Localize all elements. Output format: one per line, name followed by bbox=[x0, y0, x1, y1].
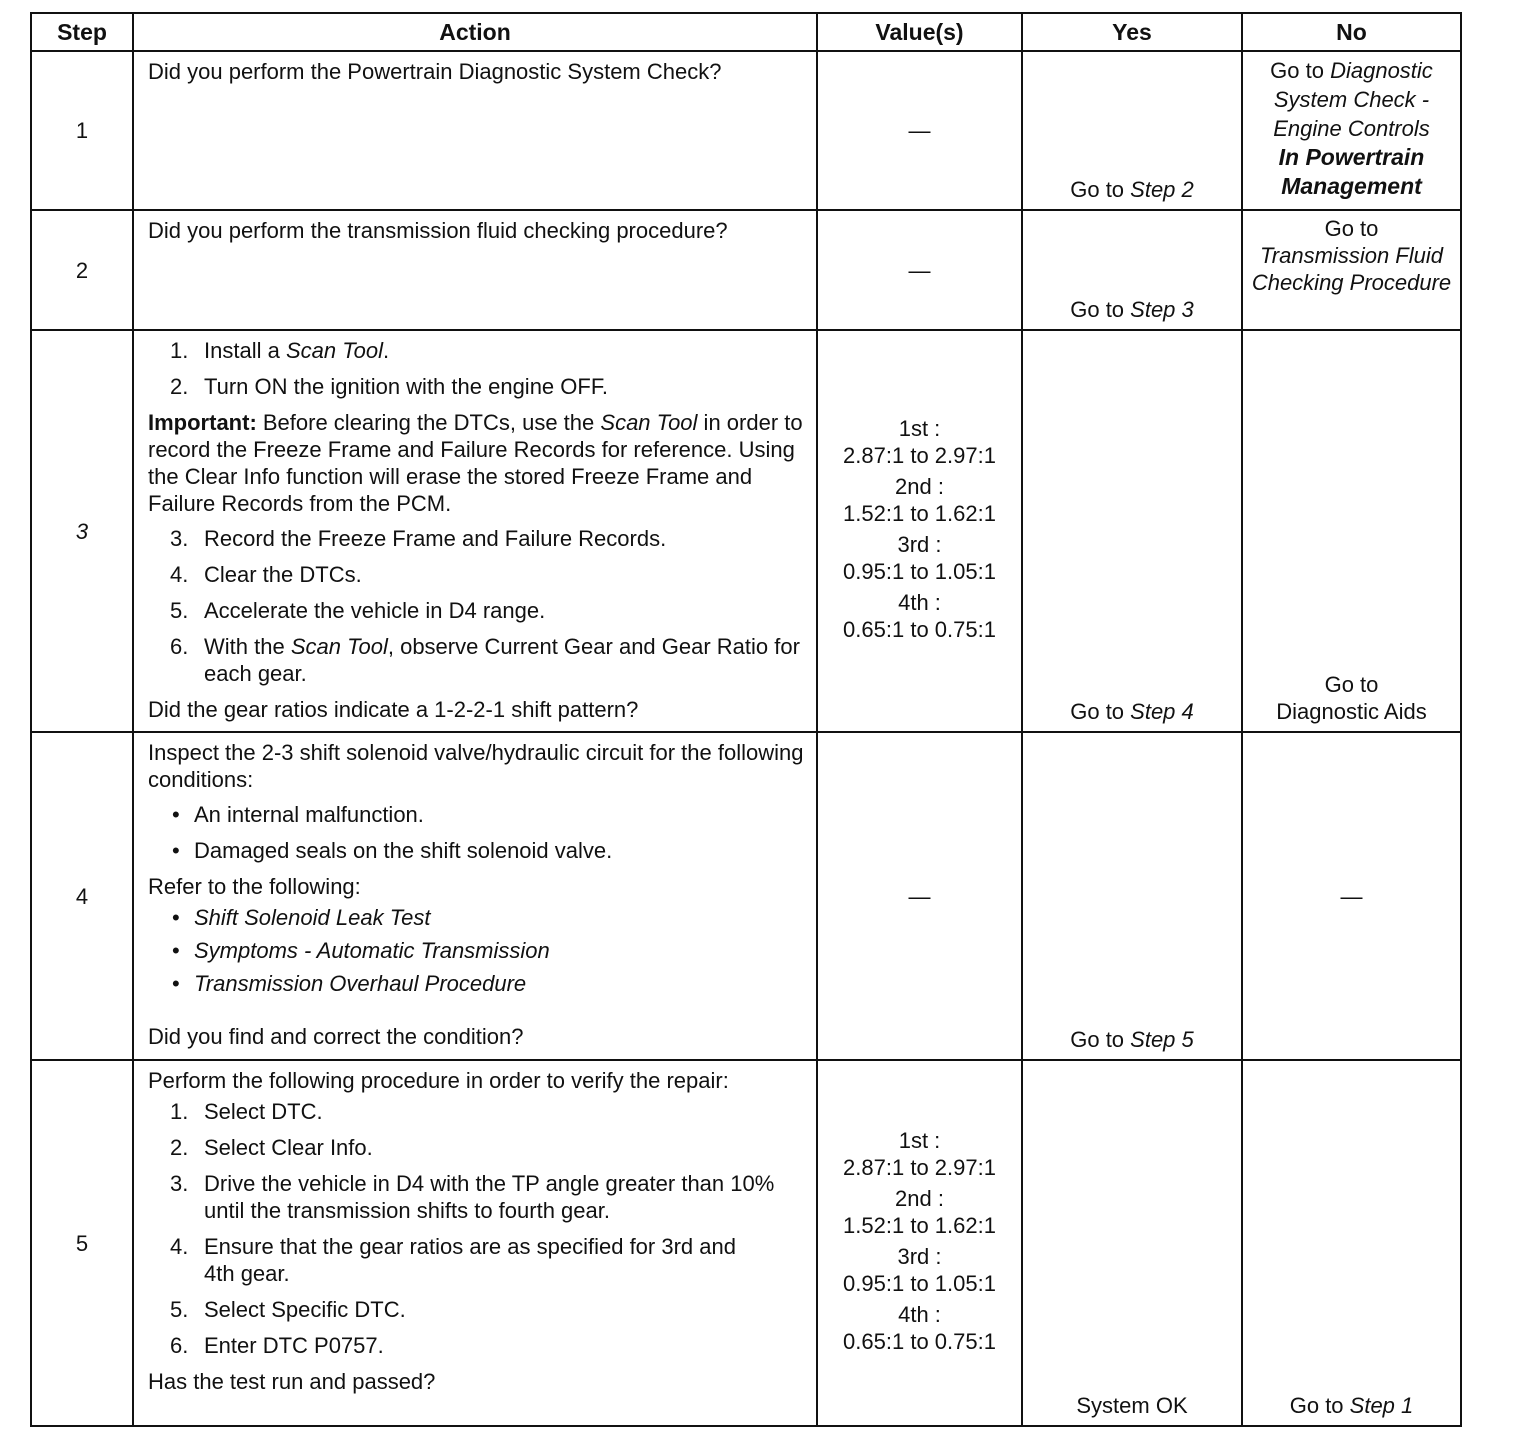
important-note: Important: Before clearing the DTCs, use the Scan Tool in order to record the Freeze Frame and Failure Records for reference. Using the Clear Info function will erase the stored Freeze Frame and Failure Records from the PCM. bbox=[148, 410, 803, 516]
action-cell bbox=[133, 210, 817, 330]
action-cell bbox=[133, 51, 817, 210]
table-row bbox=[31, 1060, 1461, 1426]
yes-cell[interactable] bbox=[1022, 330, 1242, 732]
gear-value: 2nd : 1.52:1 to 1.62:1 bbox=[843, 474, 996, 526]
no-cell: — bbox=[1242, 732, 1461, 1060]
yes-prefix: Go to bbox=[1070, 1027, 1131, 1052]
no-cell[interactable] bbox=[1242, 210, 1461, 330]
step-number: 1 bbox=[31, 51, 133, 210]
yes-link[interactable]: Step 4 bbox=[1130, 699, 1194, 724]
action-question: Did you perform the transmission fluid checking procedure? bbox=[148, 218, 728, 243]
procedure-list bbox=[148, 337, 806, 400]
gear-value: 3rd : 0.95:1 to 1.05:1 bbox=[843, 532, 996, 584]
header-no: No bbox=[1242, 13, 1461, 51]
gear-value: 3rd : 0.95:1 to 1.05:1 bbox=[843, 1244, 996, 1296]
header-yes: Yes bbox=[1022, 13, 1242, 51]
procedure-list bbox=[148, 525, 806, 687]
yes-prefix: Go to bbox=[1070, 297, 1131, 322]
yes-prefix: Go to bbox=[1070, 177, 1131, 202]
refer-label: Refer to the following: bbox=[148, 874, 361, 899]
table-row bbox=[31, 51, 1461, 210]
no-cell[interactable] bbox=[1242, 1060, 1461, 1426]
list-item: 1. Install a Scan Tool. bbox=[170, 338, 390, 363]
list-item[interactable]: • Transmission Overhaul Procedure bbox=[172, 971, 527, 996]
yes-prefix: Go to bbox=[1070, 699, 1131, 724]
table-row bbox=[31, 330, 1461, 732]
action-intro: Inspect the 2-3 shift solenoid valve/hydraulic circuit for the following conditions: bbox=[148, 740, 804, 792]
gear-value: 4th : 0.65:1 to 0.75:1 bbox=[843, 1302, 996, 1354]
yes-cell[interactable] bbox=[1022, 732, 1242, 1060]
list-item: 1. Select DTC. bbox=[170, 1099, 323, 1124]
list-item[interactable]: • Shift Solenoid Leak Test bbox=[172, 905, 431, 930]
action-intro: Perform the following procedure in order to verify the repair: bbox=[148, 1068, 729, 1093]
no-cell[interactable] bbox=[1242, 51, 1461, 210]
list-item: 2. Turn ON the ignition with the engine OFF. bbox=[170, 374, 608, 399]
no-prefix: Go to bbox=[1324, 216, 1379, 241]
value-cell: — bbox=[817, 210, 1022, 330]
yes-link[interactable]: Step 5 bbox=[1130, 1027, 1194, 1052]
action-cell bbox=[133, 1060, 817, 1426]
no-prefix: Go to bbox=[1324, 672, 1379, 697]
gear-value: 1st : 2.87:1 to 2.97:1 bbox=[843, 416, 996, 468]
list-item[interactable]: • Symptoms - Automatic Transmission bbox=[172, 938, 550, 963]
no-link[interactable]: Transmission Fluid Checking Procedure bbox=[1251, 243, 1452, 295]
list-item: 6. With the Scan Tool, observe Current Gear and Gear Ratio for each gear. bbox=[170, 634, 800, 686]
procedure-list bbox=[148, 1098, 806, 1359]
list-item: 6. Enter DTC P0757. bbox=[170, 1333, 384, 1358]
action-question: Did you find and correct the condition? bbox=[148, 1024, 524, 1049]
list-item: 3. Record the Freeze Frame and Failure Records. bbox=[170, 526, 667, 551]
action-question: Did you perform the Powertrain Diagnostic System Check? bbox=[148, 59, 722, 84]
list-item: • Damaged seals on the shift solenoid valve. bbox=[172, 838, 613, 863]
list-item: 4. Clear the DTCs. bbox=[170, 562, 362, 587]
header-step: Step bbox=[31, 13, 133, 51]
list-item: 3. Drive the vehicle in D4 with the TP angle greater than 10% until the transmission shifts to fourth gear. bbox=[170, 1171, 775, 1223]
header-action: Action bbox=[133, 13, 817, 51]
list-item: 5. Select Specific DTC. bbox=[170, 1297, 406, 1322]
value-cell: — bbox=[817, 732, 1022, 1060]
action-question: Has the test run and passed? bbox=[148, 1369, 436, 1394]
no-cell[interactable] bbox=[1242, 330, 1461, 732]
no-bold: In Powertrain Management bbox=[1278, 144, 1425, 199]
header-values: Value(s) bbox=[817, 13, 1022, 51]
gear-value: 4th : 0.65:1 to 0.75:1 bbox=[843, 590, 996, 642]
step-number: 5 bbox=[31, 1060, 133, 1426]
action-question: Did the gear ratios indicate a 1-2-2-1 shift pattern? bbox=[148, 697, 639, 722]
action-cell bbox=[133, 732, 817, 1060]
step-number: 3 bbox=[31, 330, 133, 732]
value-cell: — bbox=[817, 51, 1022, 210]
list-item: 5. Accelerate the vehicle in D4 range. bbox=[170, 598, 546, 623]
value-cell bbox=[817, 330, 1022, 732]
no-prefix: Go to bbox=[1270, 58, 1331, 83]
reference-list bbox=[148, 904, 806, 997]
list-item: • An internal malfunction. bbox=[172, 802, 424, 827]
gear-value: 2nd : 1.52:1 to 1.62:1 bbox=[843, 1186, 996, 1238]
yes-cell: System OK bbox=[1022, 1060, 1242, 1426]
list-item: 2. Select Clear Info. bbox=[170, 1135, 373, 1160]
table-row bbox=[31, 210, 1461, 330]
table-row bbox=[31, 732, 1461, 1060]
no-prefix: Go to bbox=[1289, 1393, 1350, 1418]
gear-value: 1st : 2.87:1 to 2.97:1 bbox=[843, 1128, 996, 1180]
diagnostic-table bbox=[30, 12, 1462, 1427]
list-item: 4. Ensure that the gear ratios are as specified for 3rd and 4th gear. bbox=[170, 1234, 736, 1286]
no-link[interactable]: Step 1 bbox=[1349, 1393, 1414, 1418]
yes-link[interactable]: Step 3 bbox=[1130, 297, 1194, 322]
header-row bbox=[31, 13, 1461, 51]
no-link[interactable]: Diagnostic Aids bbox=[1276, 699, 1427, 724]
action-cell bbox=[133, 330, 817, 732]
yes-link[interactable]: Step 2 bbox=[1130, 177, 1194, 202]
yes-cell[interactable] bbox=[1022, 51, 1242, 210]
step-number: 4 bbox=[31, 732, 133, 1060]
yes-cell[interactable] bbox=[1022, 210, 1242, 330]
condition-list bbox=[148, 801, 806, 864]
step-number: 2 bbox=[31, 210, 133, 330]
value-cell bbox=[817, 1060, 1022, 1426]
no-link[interactable]: Diagnostic System Check - Engine Controls bbox=[1273, 58, 1433, 141]
